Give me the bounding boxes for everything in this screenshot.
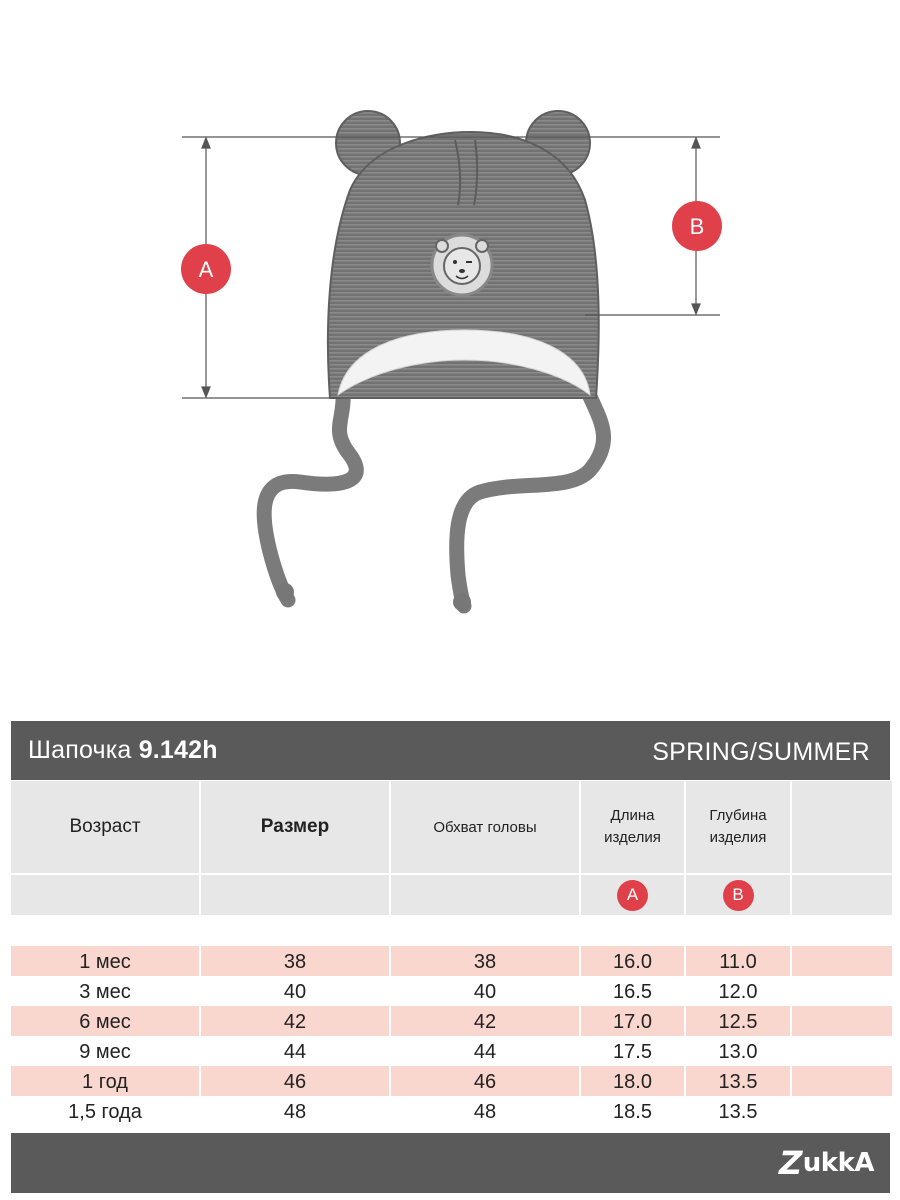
bear-patch-icon bbox=[432, 235, 492, 295]
product-name: Шапочка bbox=[28, 736, 132, 764]
table-row bbox=[11, 1006, 890, 1036]
cell-empty bbox=[792, 1006, 892, 1036]
table-row bbox=[11, 976, 890, 1006]
cell-size: 42 bbox=[201, 1006, 389, 1036]
cell-age: 3 мес bbox=[11, 976, 199, 1006]
cell-size: 48 bbox=[201, 1096, 389, 1126]
cell-length: 16.0 bbox=[581, 946, 684, 976]
svg-text:A: A bbox=[198, 257, 214, 282]
cell-empty bbox=[792, 1036, 892, 1066]
cell-length: 17.0 bbox=[581, 1006, 684, 1036]
cell-age: 1 год bbox=[11, 1066, 199, 1096]
cell-depth: 13.5 bbox=[686, 1096, 790, 1126]
cell-size: 40 bbox=[201, 976, 389, 1006]
cell-length: 16.5 bbox=[581, 976, 684, 1006]
cell-head: 42 bbox=[391, 1006, 579, 1036]
header-length: Длина изделия bbox=[581, 781, 684, 873]
header-head-circumference: Обхват головы bbox=[391, 781, 579, 873]
cell-size: 44 bbox=[201, 1036, 389, 1066]
product-model: 9.142h bbox=[138, 736, 218, 764]
hat-tie-left bbox=[264, 392, 356, 600]
cell-age: 1,5 года bbox=[11, 1096, 199, 1126]
hat-tie-right bbox=[457, 392, 604, 606]
header-empty bbox=[792, 781, 892, 873]
cell-empty bbox=[792, 1096, 892, 1126]
cell-depth: 12.0 bbox=[686, 976, 790, 1006]
cell-head: 44 bbox=[391, 1036, 579, 1066]
cell-age: 6 мес bbox=[11, 1006, 199, 1036]
cell-depth: 12.5 bbox=[686, 1006, 790, 1036]
cell-empty bbox=[792, 946, 892, 976]
cell-age: 1 мес bbox=[11, 946, 199, 976]
table-header-row bbox=[11, 781, 890, 873]
length-marker-badge: A bbox=[617, 880, 648, 911]
table-marker-row bbox=[11, 875, 890, 915]
header-size: Размер bbox=[201, 781, 389, 873]
cell-depth: 13.5 bbox=[686, 1066, 790, 1096]
cell-age: 9 мес bbox=[11, 1036, 199, 1066]
cell-length: 18.5 bbox=[581, 1096, 684, 1126]
footer-bar bbox=[11, 1133, 890, 1193]
depth-marker-badge: B bbox=[723, 880, 754, 911]
table-row bbox=[11, 1096, 890, 1126]
size-table bbox=[11, 721, 890, 1193]
zukka-logo: Z ukkA bbox=[775, 1144, 874, 1182]
header-age: Возраст bbox=[11, 781, 199, 873]
product-title bbox=[28, 736, 218, 765]
table-row bbox=[11, 946, 890, 976]
table-row bbox=[11, 1036, 890, 1066]
table-row bbox=[11, 1066, 890, 1096]
cell-head: 40 bbox=[391, 976, 579, 1006]
table-body bbox=[11, 946, 890, 1126]
cell-length: 18.0 bbox=[581, 1066, 684, 1096]
cell-head: 38 bbox=[391, 946, 579, 976]
svg-text:B: B bbox=[689, 214, 705, 239]
cell-depth: 11.0 bbox=[686, 946, 790, 976]
season-label: SPRING/SUMMER bbox=[652, 738, 870, 766]
cell-length: 17.5 bbox=[581, 1036, 684, 1066]
cell-empty bbox=[792, 976, 892, 1006]
marker-a-icon bbox=[181, 244, 231, 294]
cell-size: 38 bbox=[201, 946, 389, 976]
cell-head: 46 bbox=[391, 1066, 579, 1096]
cell-head: 48 bbox=[391, 1096, 579, 1126]
title-bar bbox=[11, 721, 890, 780]
cell-empty bbox=[792, 1066, 892, 1096]
cell-depth: 13.0 bbox=[686, 1036, 790, 1066]
marker-b-icon bbox=[672, 201, 722, 251]
header-depth: Глубина изделия bbox=[686, 781, 790, 873]
cell-size: 46 bbox=[201, 1066, 389, 1096]
